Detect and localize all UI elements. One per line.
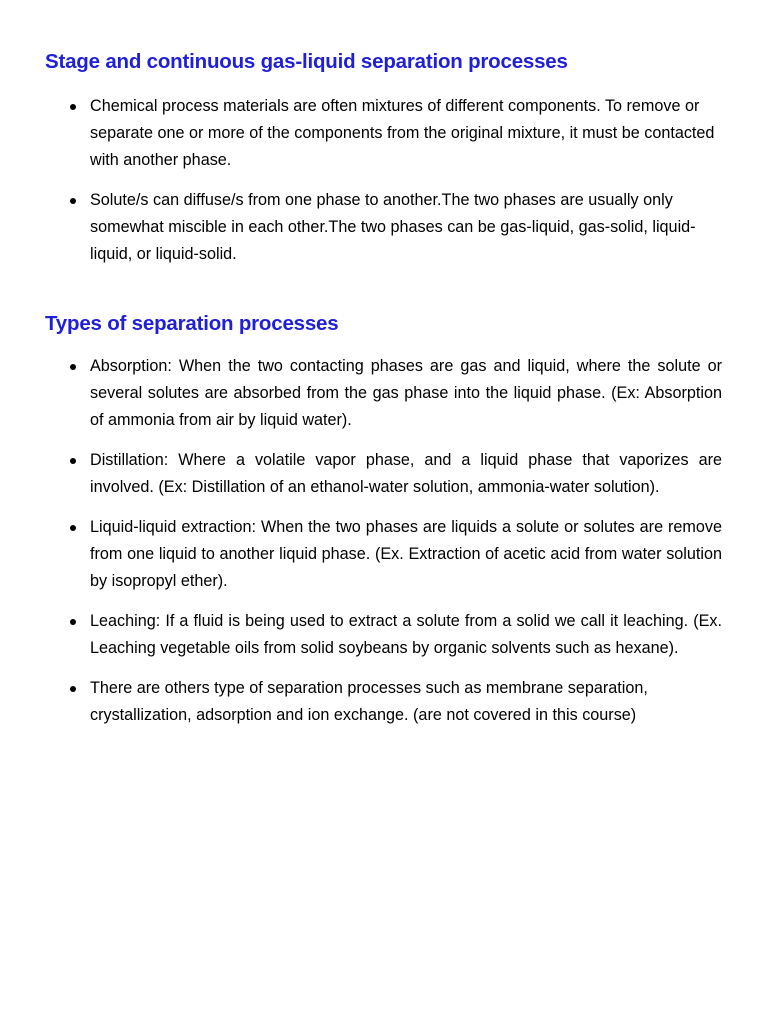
bullet-icon [70, 104, 76, 110]
bullet-text: Absorption: When the two contacting phases are gas and liquid, where the solute or several solutes are absorbed from the gas phase into the liquid phase. (Ex: Absorption of ammonia from air by liquid water). [90, 357, 722, 429]
bullet-list-stage-continuous [0, 93, 768, 281]
list-item [0, 675, 722, 729]
list-item [0, 93, 722, 174]
bullet-list-types [0, 353, 768, 742]
bullet-text: Solute/s can diffuse/s from one phase to another.The two phases are usually only somewhat miscible in each other.The two phases can be gas-liquid, gas-solid, liquid-liquid, or liquid-solid. [90, 191, 696, 263]
list-item [0, 187, 722, 268]
bullet-icon [70, 458, 76, 464]
bullet-icon [70, 198, 76, 204]
list-item [0, 447, 722, 501]
section-heading-stage-continuous: Stage and continuous gas-liquid separation processes [45, 50, 568, 73]
list-item [0, 353, 722, 434]
bullet-icon [70, 686, 76, 692]
bullet-text: Distillation: Where a volatile vapor phase, and a liquid phase that vaporizes are involved. (Ex: Distillation of an ethanol-water solution, ammonia-water solution). [90, 451, 722, 496]
bullet-text: Leaching: If a fluid is being used to extract a solute from a solid we call it leaching. (Ex. Leaching vegetable oils from solid soybeans by organic solvents such as hexane). [90, 612, 722, 657]
bullet-text: Chemical process materials are often mixtures of different components. To remove or separate one or more of the components from the original mixture, it must be contacted with another phase. [90, 97, 715, 169]
bullet-text: Liquid-liquid extraction: When the two phases are liquids a solute or solutes are remove from one liquid to another liquid phase. (Ex. Extraction of acetic acid from water solution by isopropyl ether). [90, 518, 722, 590]
bullet-icon [70, 525, 76, 531]
bullet-icon [70, 619, 76, 625]
list-item [0, 608, 722, 662]
list-item [0, 514, 722, 595]
bullet-text: There are others type of separation processes such as membrane separation, crystallization, adsorption and ion exchange. (are not covered in this course) [90, 679, 648, 724]
bullet-icon [70, 364, 76, 370]
section-heading-types: Types of separation processes [45, 312, 339, 335]
